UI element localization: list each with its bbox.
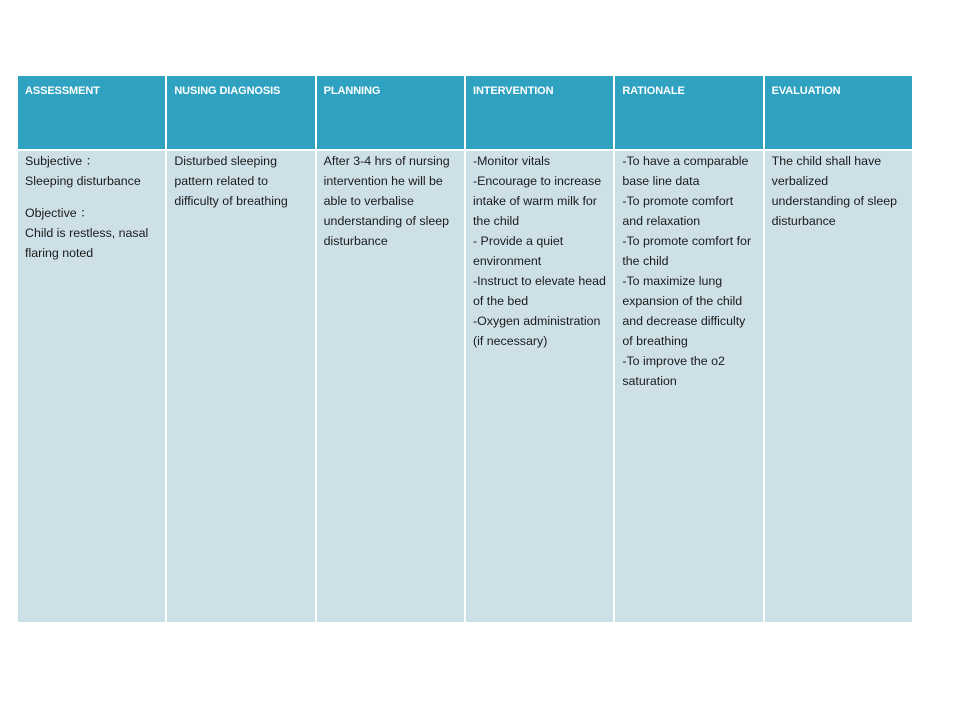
header-rationale: RATIONALE — [614, 75, 763, 150]
header-planning: PLANNING — [316, 75, 465, 150]
rationale-item: -To promote comfort for the child — [622, 234, 752, 268]
subjective-label: Subjective ： — [25, 154, 99, 168]
cell-rationale — [614, 150, 763, 623]
rationale-item: -To promote comfort and relaxation — [622, 194, 734, 228]
cell-intervention — [465, 150, 614, 623]
header-row — [17, 75, 913, 150]
intervention-item: -Oxygen administration (if necessary) — [472, 314, 601, 348]
cell-diagnosis: Disturbed sleeping pattern related to difficulty of breathing — [166, 150, 315, 623]
rationale-item: -To have a comparable base line data — [622, 154, 749, 188]
header-evaluation: EVALUATION — [764, 75, 913, 150]
rationale-item: -To maximize lung expansion of the child and decrease difficulty of breathing — [622, 274, 746, 348]
header-assessment: ASSESSMENT — [17, 75, 166, 150]
header-nursing-diagnosis: NUSING DIAGNOSIS — [166, 75, 315, 150]
subjective-text: Sleeping disturbance — [25, 174, 141, 188]
rationale-item: -To improve the o2 saturation — [622, 354, 725, 388]
intervention-item: -Instruct to elevate head of the bed — [472, 274, 606, 308]
intervention-item: - Provide a quiet environment — [472, 234, 564, 268]
cell-evaluation: The child shall have verbalized understanding of sleep disturbance — [764, 150, 913, 623]
cell-assessment — [17, 150, 166, 623]
header-intervention: INTERVENTION — [465, 75, 614, 150]
intervention-item: -Monitor vitals — [472, 154, 551, 168]
objective-label: Objective ： — [25, 206, 93, 220]
table-row — [17, 150, 913, 623]
cell-planning: After 3-4 hrs of nursing intervention he will be able to verbalise understanding of sleep disturbance — [316, 150, 465, 623]
intervention-item: -Encourage to increase intake of warm milk for the child — [472, 174, 602, 228]
objective-text: Child is restless, nasal flaring noted — [25, 226, 149, 260]
nursing-care-plan-table — [16, 74, 914, 624]
